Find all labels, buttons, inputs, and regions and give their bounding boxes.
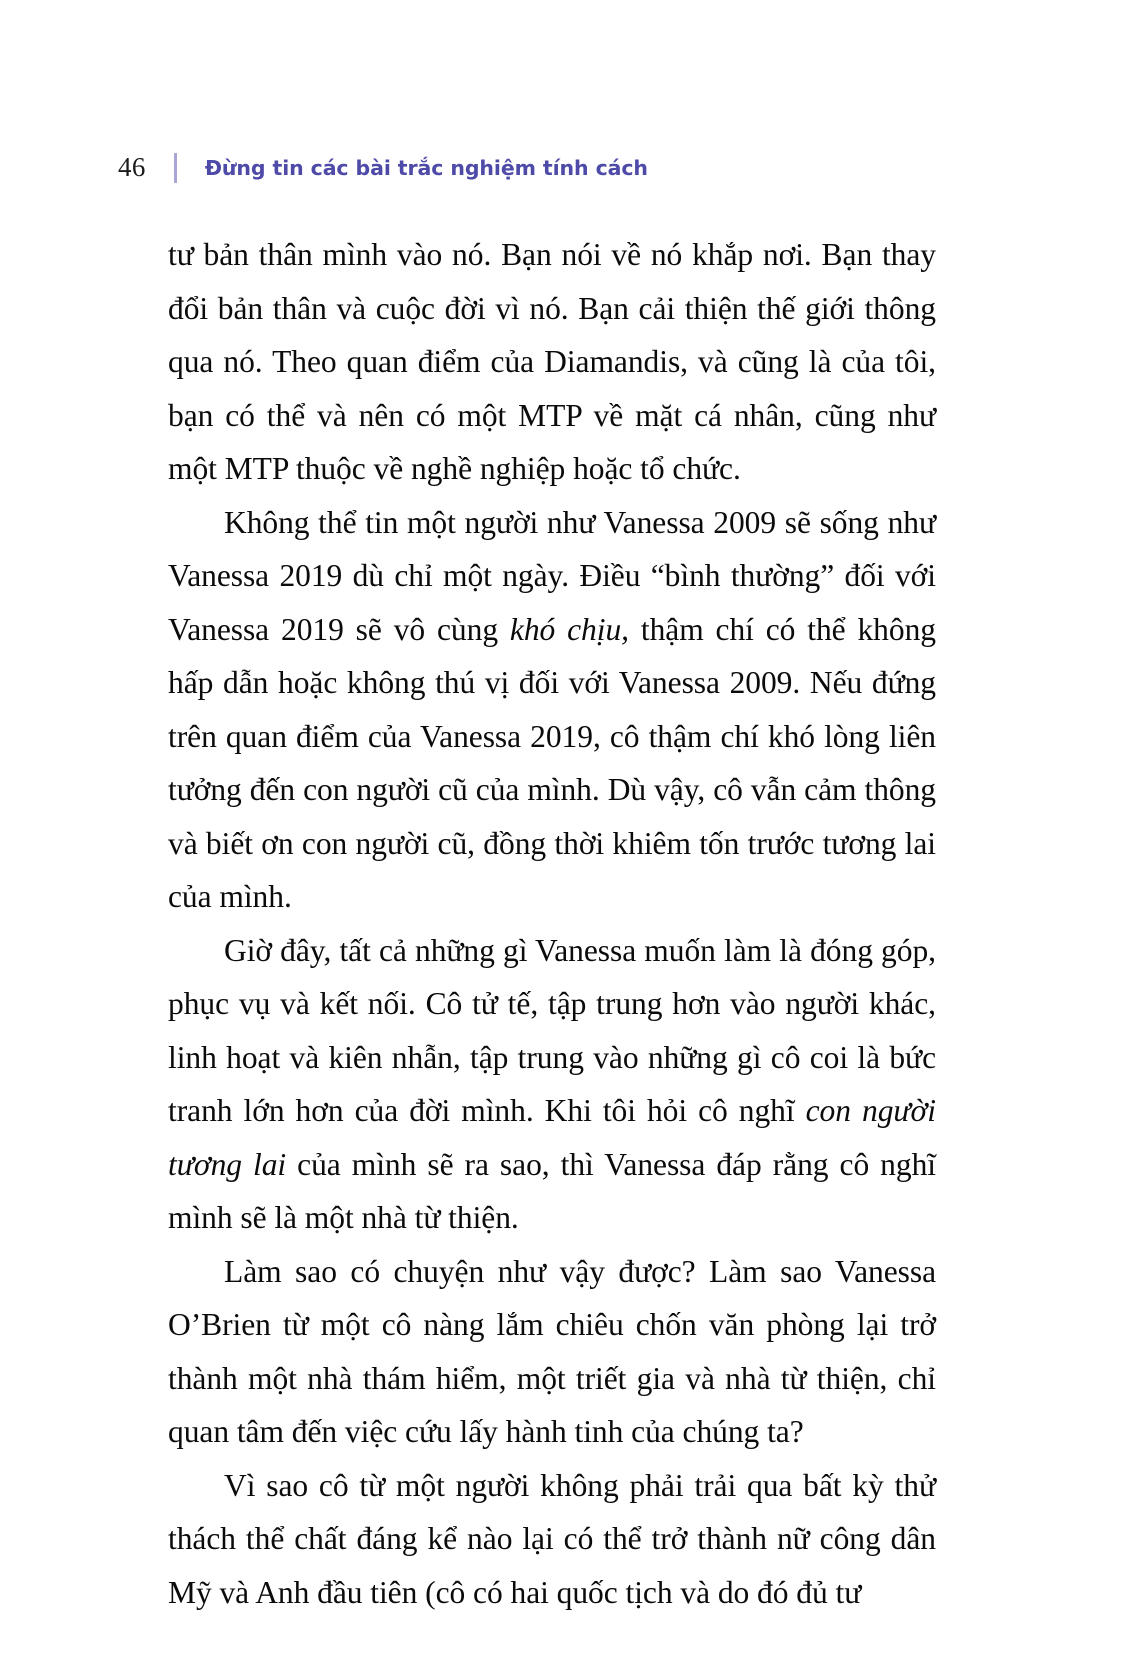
page-number: 46	[118, 151, 146, 182]
paragraph	[168, 496, 936, 924]
paragraph-text: Làm sao có chuyện như vậy được? Làm sao Vanessa O’Brien từ một cô nàng lắm chiêu chốn văn phòng lại trở thành một nhà thám hiểm, một triết gia và nhà từ thiện, chỉ quan tâm đến việc cứu lấy hành tinh của chúng ta?	[168, 1253, 936, 1449]
paragraph-text: Vì sao cô từ một người không phải trải qua bất kỳ thử thách thể chất đáng kể nào lại có thể trở thành nữ công dân Mỹ và Anh đầu tiên (cô có hai quốc tịch và do đó đủ tư	[168, 1467, 936, 1610]
paragraph	[168, 1459, 936, 1620]
paragraph-text: tư bản thân mình vào nó. Bạn nói về nó khắp nơi. Bạn thay đổi bản thân và cuộc đời vì nó. Bạn cải thiện thế giới thông qua nó. Theo quan điểm của Diamandis, và cũng là của tôi, bạn có thể và nên có một MTP về mặt cá nhân, cũng như một MTP thuộc về nghề nghiệp hoặc tổ chức.	[168, 237, 936, 486]
paragraph-text: thậm chí có thể không hấp dẫn hoặc không thú vị đối với Vanessa 2009. Nếu đứng trên quan điểm của Vanessa 2019, cô thậm chí khó lòng liên tưởng đến con người cũ của mình. Dù vậy, cô vẫn cảm thông và biết ơn con người cũ, đồng thời khiêm tốn trước tương lai của mình.	[168, 611, 936, 914]
header-divider	[174, 153, 177, 183]
running-chapter-title: Đừng tin các bài trắc nghiệm tính cách	[204, 155, 648, 180]
emphasis-text: khó chịu,	[509, 611, 629, 647]
paragraph	[168, 228, 936, 496]
running-header	[118, 148, 648, 188]
body-text-block	[168, 228, 936, 1619]
paragraph	[168, 924, 936, 1245]
paragraph-text: Không thể tin một người như Vanessa 2009 sẽ sống như Vanessa 2019 dù chỉ một ngày. Điều “bình thường” đối với Vanessa 2019 sẽ vô cùng	[168, 504, 936, 647]
paragraph	[168, 1245, 936, 1459]
emphasis-text: con người tương lai	[168, 1093, 936, 1182]
paragraph-text: của mình sẽ ra sao, thì Vanessa đáp rằng cô nghĩ mình sẽ là một nhà từ thiện.	[168, 1146, 936, 1235]
paragraph-text: Giờ đây, tất cả những gì Vanessa muốn làm là đóng góp, phục vụ và kết nối. Cô tử tế, tập trung hơn vào người khác, linh hoạt và kiên nhẫn, tập trung vào những gì cô coi là bức tranh lớn hơn của đời mình. Khi tôi hỏi cô nghĩ	[168, 932, 936, 1128]
